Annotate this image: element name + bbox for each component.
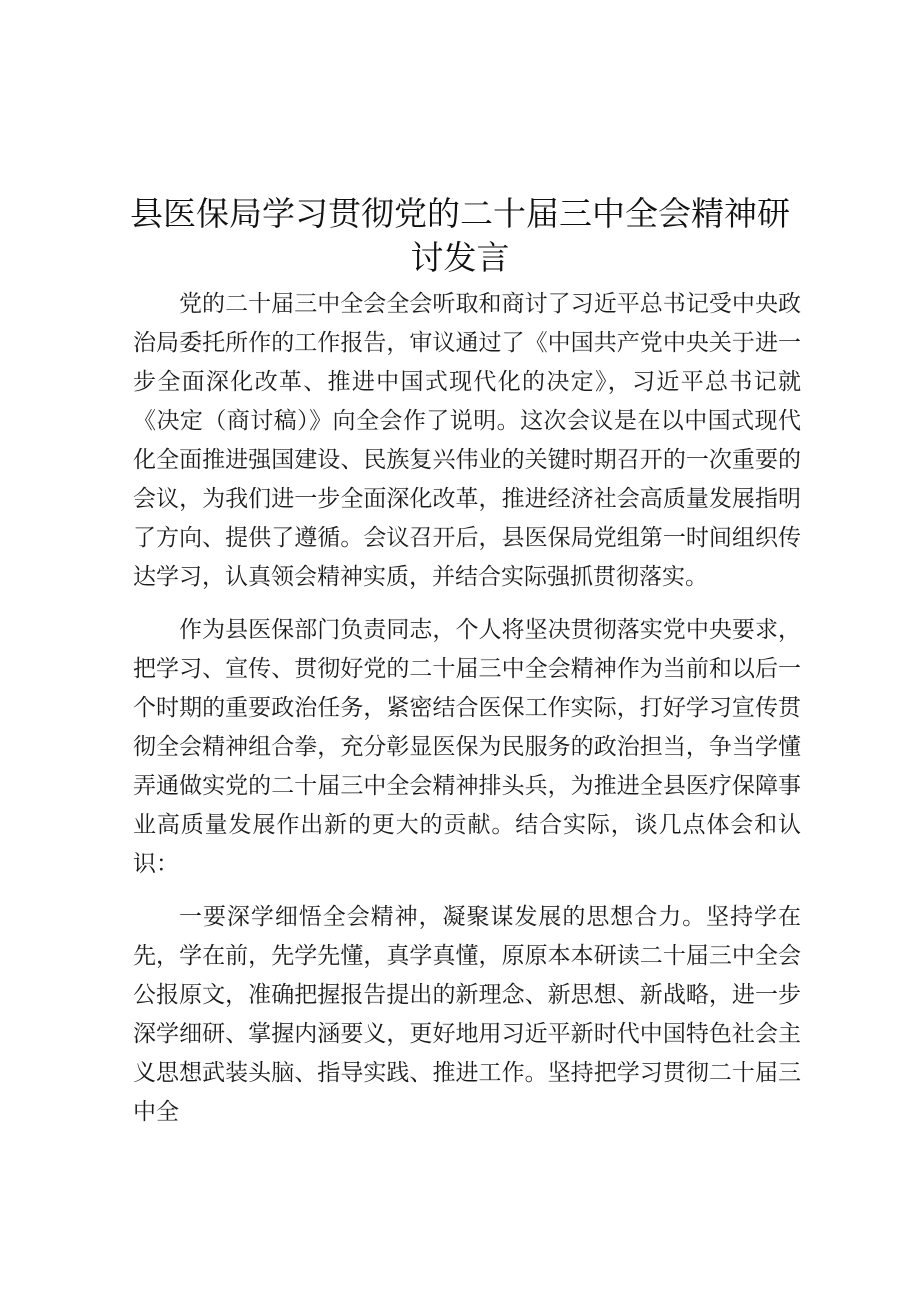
paragraph-3: 一要深学细悟全会精神，凝聚谋发展的思想合力。坚持学在先，学在前，先学先懂，真学真懂，原原本本研读二十届三中全会公报原文，准确把握报告提出的新理念、新思想、新战略，进一步深学细研、掌握内涵要义，更好地用习近平新时代中国特色社会主义思想武装头脑、指导实践、推进工作。坚持把学习贯彻二十届三中全 xyxy=(133,904,801,1125)
document-title: 县医保局学习贯彻党的二十届三中全会精神研讨发言 xyxy=(130,194,790,277)
paragraph-1: 党的二十届三中全会全会听取和商讨了习近平总书记受中央政治局委托所作的工作报告，审议通过了《中国共产党中央关于进一步全面深化改革、推进中国式现代化的决定》，习近平总书记就《决定（商讨稿）》向全会作了说明。这次会议是在以中国式现代化全面推进强国建设、民族复兴伟业的关键时期召开的一次重要的会议，为我们进一步全面深化改革，推进经济社会高质量发展指明了方向、提供了遵循。会议召开后，县医保局党组第一时间组织传达学习，认真领会精神实质，并结合实际强抓贯彻落实。 xyxy=(133,291,801,590)
paragraph-2: 作为县医保部门负责同志，个人将坚决贯彻落实党中央要求，把学习、宣传、贯彻好党的二十届三中全会精神作为当前和以后一个时期的重要政治任务，紧密结合医保工作实际，打好学习宣传贯彻全会精神组合拳，充分彰显医保为民服务的政治担当，争当学懂弄通做实党的二十届三中全会精神排头兵，为推进全县医疗保障事业高质量发展作出新的更大的贡献。结合实际，谈几点体会和认识： xyxy=(133,617,801,877)
document-body xyxy=(133,285,801,1146)
